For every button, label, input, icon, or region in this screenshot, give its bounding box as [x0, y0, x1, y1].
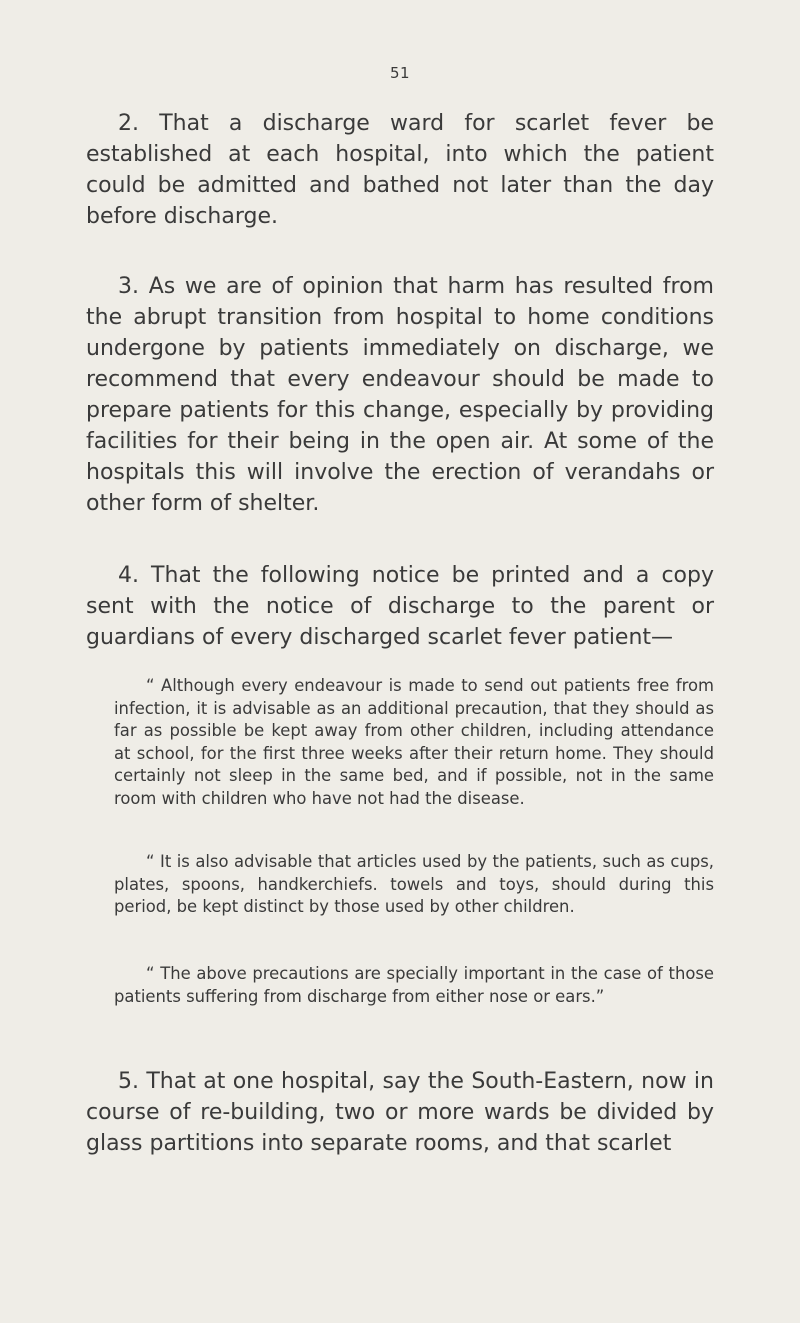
- page-number: 51: [389, 64, 411, 82]
- paragraph-3: 3. As we are of opinion that harm has resulted from the abrupt transition from hospital to home conditions undergone by patients immediately on discharge, we recommend that every endeavour should be made to prepare patients for this change, especially by providing facilities for their being in the open air. At some of the hospitals this will involve the erection of verandahs or other form of shelter.: [86, 274, 714, 516]
- paragraph-4: 4. That the following notice be printed and a copy sent with the notice of discharge to the parent or guardians of every discharged scarlet fever patient—: [86, 563, 714, 650]
- paragraph-2: 2. That a discharge ward for scarlet fever be established at each hospital, into which the patient could be admitted and bathed not later than the day before discharge.: [86, 111, 714, 229]
- notice-paragraph-2: “ It is also advisable that articles used by the patients, such as cups, plates, spoons, handkerchiefs. towels and toys, should during this period, be kept distinct by those used by other children.: [114, 852, 714, 916]
- paragraph-5: 5. That at one hospital, say the South-Eastern, now in course of re-building, two or more wards be divided by glass partitions into separate rooms, and that scarlet: [86, 1069, 714, 1156]
- notice-paragraph-3: “ The above precautions are specially important in the case of those patients suffering from discharge from either nose or ears.”: [114, 964, 714, 1006]
- notice-paragraph-1: “ Although every endeavour is made to send out patients free from infection, it is advisable as an additional precaution, that they should as far as possible be kept away from other children, including attendance at school, for the first three weeks after their return home. They should certainly not sleep in the same bed, and if possible, not in the same room with children who have not had the disease.: [114, 676, 714, 808]
